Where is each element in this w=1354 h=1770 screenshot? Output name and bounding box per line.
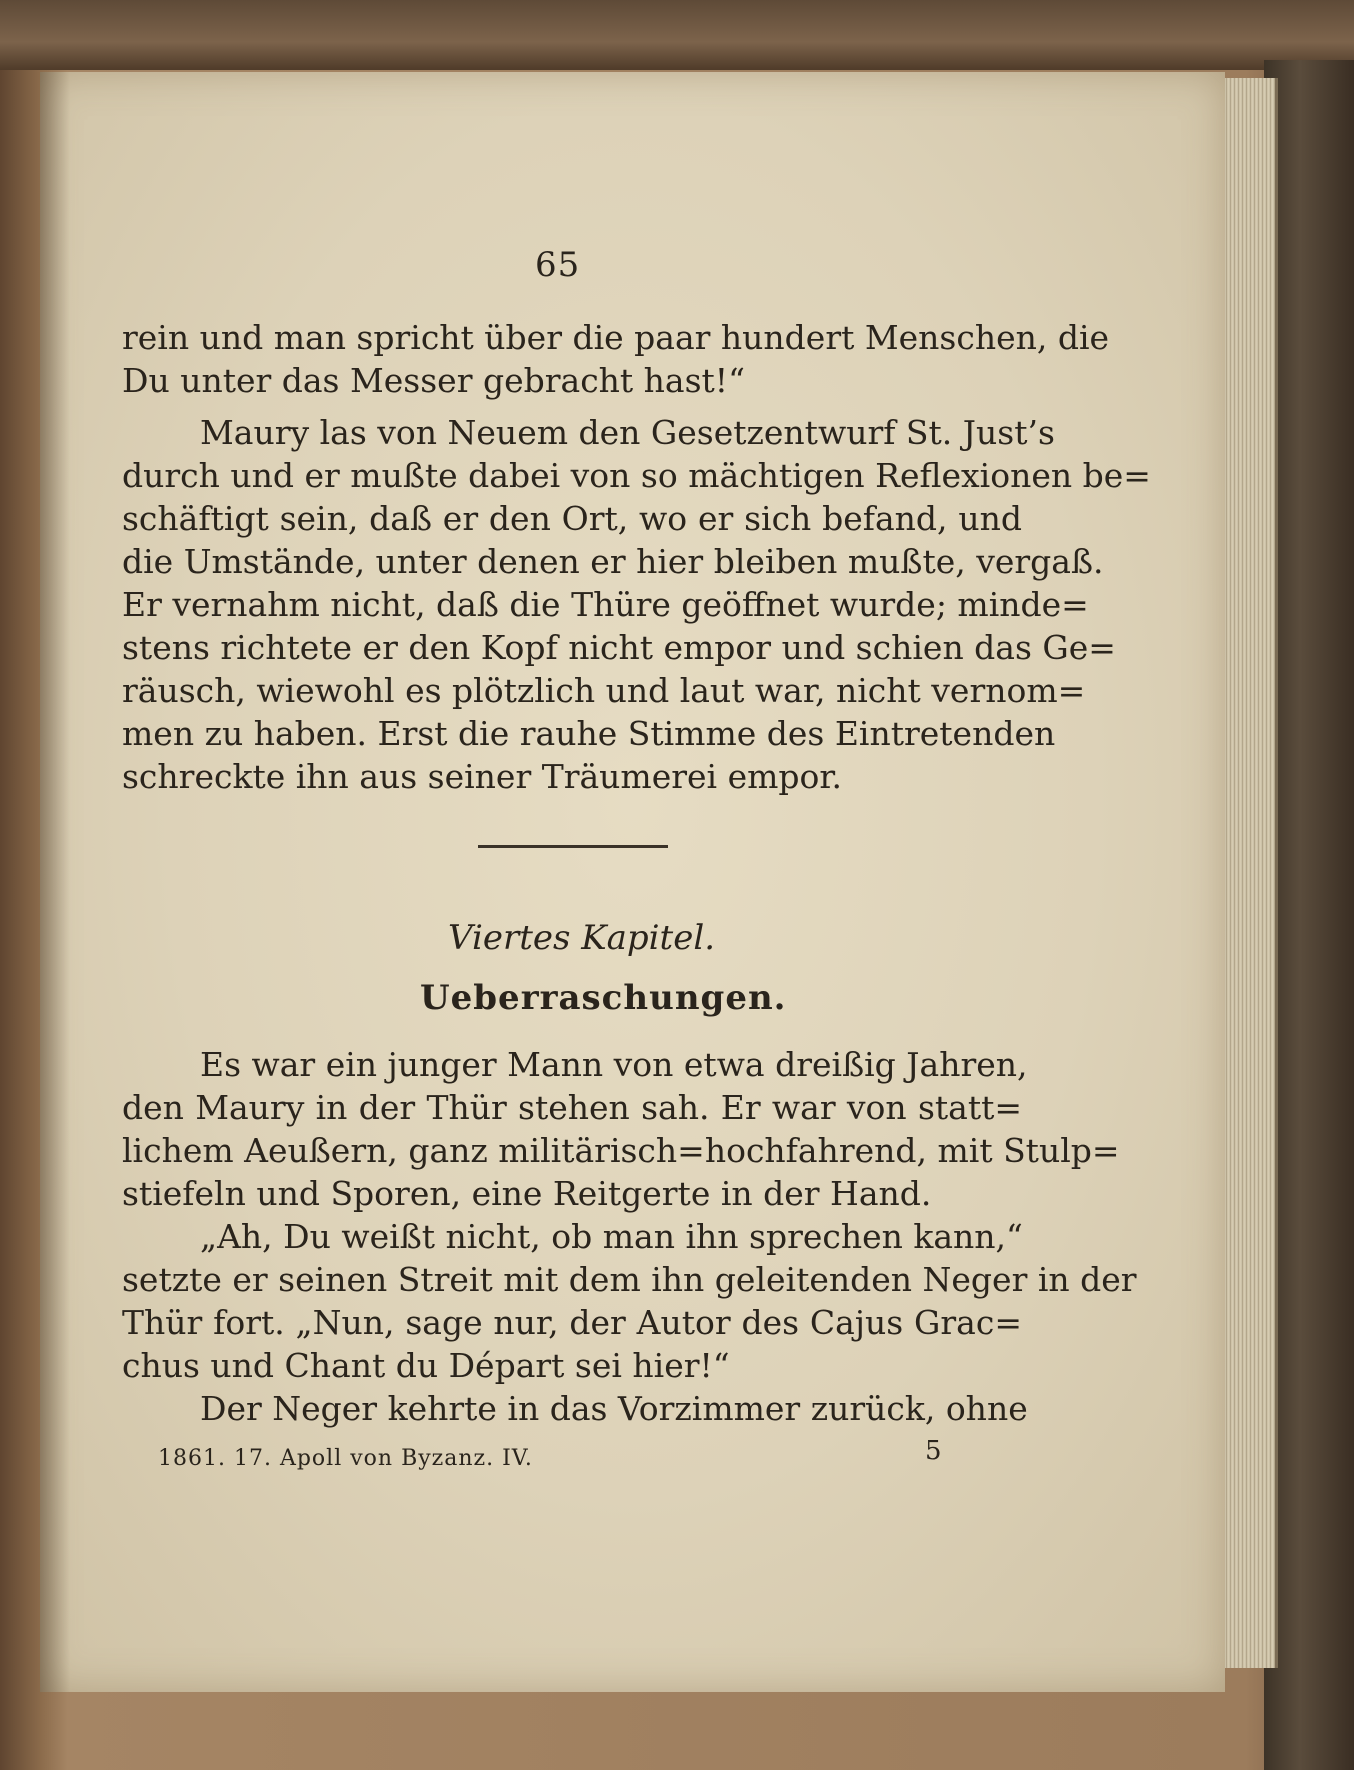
page-number: 65 <box>535 245 581 285</box>
text-line: lichem Aeußern, ganz militärisch=hochfahrend, mit Stulp= <box>122 1131 1120 1170</box>
text-line: Du unter das Messer gebracht hast!“ <box>122 361 745 400</box>
text-line: Er vernahm nicht, daß die Thüre geöffnet wurde; minde= <box>122 585 1089 624</box>
text-line: men zu haben. Erst die rauhe Stimme des Eintretenden <box>122 714 1056 753</box>
text-line: rein und man spricht über die paar hundert Menschen, die <box>122 318 1110 357</box>
text-line: Thür fort. „Nun, sage nur, der Autor des Cajus Grac= <box>122 1303 1022 1342</box>
page-gutter-shadow <box>40 72 70 1692</box>
text-line: Maury las von Neuem den Gesetzentwurf St. Just’s <box>200 413 1055 452</box>
chapter-title: Ueberraschungen. <box>420 978 787 1018</box>
text-line: schreckte ihn aus seiner Träumerei empor. <box>122 757 843 796</box>
text-line: die Umstände, unter denen er hier bleiben mußte, vergaß. <box>122 542 1104 581</box>
signature-mark: 5 <box>925 1436 942 1466</box>
section-divider <box>478 845 668 848</box>
text-line: Es war ein junger Mann von etwa dreißig Jahren, <box>200 1045 1028 1084</box>
text-line: chus und Chant du Départ sei hier!“ <box>122 1346 730 1385</box>
text-line: „Ah, Du weißt nicht, ob man ihn sprechen kann,“ <box>200 1217 1023 1256</box>
text-line: Der Neger kehrte in das Vorzimmer zurück, ohne <box>200 1389 1028 1428</box>
book-cover-top <box>0 0 1354 70</box>
chapter-label: Viertes Kapitel. <box>448 918 716 958</box>
text-line: räusch, wiewohl es plötzlich und laut war, nicht vernom= <box>122 671 1086 710</box>
text-line: schäftigt sein, daß er den Ort, wo er sich befand, und <box>122 499 1022 538</box>
text-line: den Maury in der Thür stehen sah. Er war von statt= <box>122 1088 1022 1127</box>
text-line: durch und er mußte dabei von so mächtigen Reflexionen be= <box>122 456 1151 495</box>
text-line: setzte er seinen Streit mit dem ihn geleitenden Neger in der <box>122 1260 1137 1299</box>
text-line: stens richtete er den Kopf nicht empor und schien das Ge= <box>122 628 1116 667</box>
text-line: stiefeln und Sporen, eine Reitgerte in der Hand. <box>122 1174 932 1213</box>
footer-imprint: 1861. 17. Apoll von Byzanz. IV. <box>158 1446 533 1471</box>
